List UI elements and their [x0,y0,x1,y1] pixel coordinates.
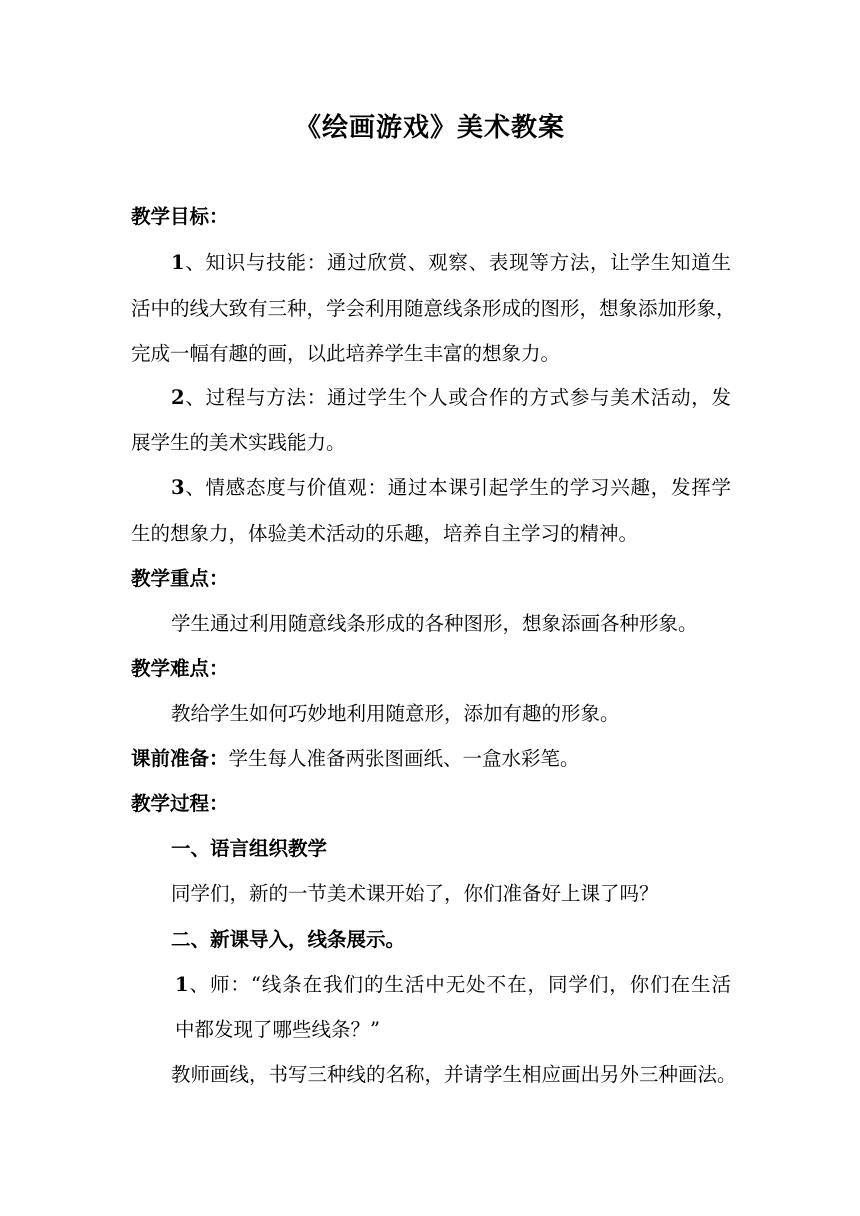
difficulties-heading: 教学难点： [131,657,229,680]
section-2-item-1-line-1 [175,971,731,999]
objective-2-line-1 [171,384,731,412]
objective-1-line-2: 活中的线大致有三种，学会利用随意线条形成的图形，想象添加形象， [131,297,736,320]
objective-3-line-1 [171,474,731,502]
objective-2-number: 2 [171,386,185,409]
objective-3-text-1: 、情感态度与价值观：通过本课引起学生的学习兴趣，发挥学 [184,476,731,499]
objective-3-line-2: 生的想象力，体验美术活动的乐趣，培养自主学习的精神。 [131,522,639,545]
objective-1-line-3: 完成一幅有趣的画，以此培养学生丰富的想象力。 [131,342,561,365]
objectives-heading: 教学目标： [131,205,229,228]
objective-2-text-1: 、过程与方法：通过学生个人或合作的方式参与美术活动，发 [184,386,731,409]
section-2-item-1-line-2: 中都发现了哪些线条？” [175,1018,380,1041]
objective-1-line-1 [171,249,731,277]
objective-2-line-2: 展学生的美术实践能力。 [131,431,346,454]
process-heading: 教学过程： [131,792,229,815]
document-title: 《绘画游戏》美术教案 [294,113,565,143]
section-1-heading: 一、语言组织教学 [171,837,328,860]
section-2-heading: 二、新课导入，线条展示。 [171,928,406,951]
objective-1-text-1: 、知识与技能：通过欣赏、观察、表现等方法，让学生知道生 [184,251,731,274]
section-2-text: 教师画线，书写三种线的名称，并请学生相应画出另外三种画法。 [171,1063,737,1086]
key-points-heading: 教学重点： [131,567,229,590]
preparation-line [131,745,731,773]
preparation-label: 课前准备： [131,747,229,770]
section-2-item-1-text-1: 、师：“线条在我们的生活中无处不在，同学们，你们在生活 [188,973,731,996]
key-points-text: 学生通过利用随意线条形成的各种图形，想象添画各种形象。 [171,612,698,635]
objective-1-number: 1 [171,251,185,274]
objective-3-number: 3 [171,476,185,499]
section-2-item-1-number: 1 [175,973,189,996]
section-1-text: 同学们，新的一节美术课开始了，你们准备好上课了吗？ [171,882,659,905]
difficulties-text: 教给学生如何巧妙地利用随意形，添加有趣的形象。 [171,702,620,725]
preparation-text: 学生每人准备两张图画纸、一盒水彩笔。 [228,747,580,770]
